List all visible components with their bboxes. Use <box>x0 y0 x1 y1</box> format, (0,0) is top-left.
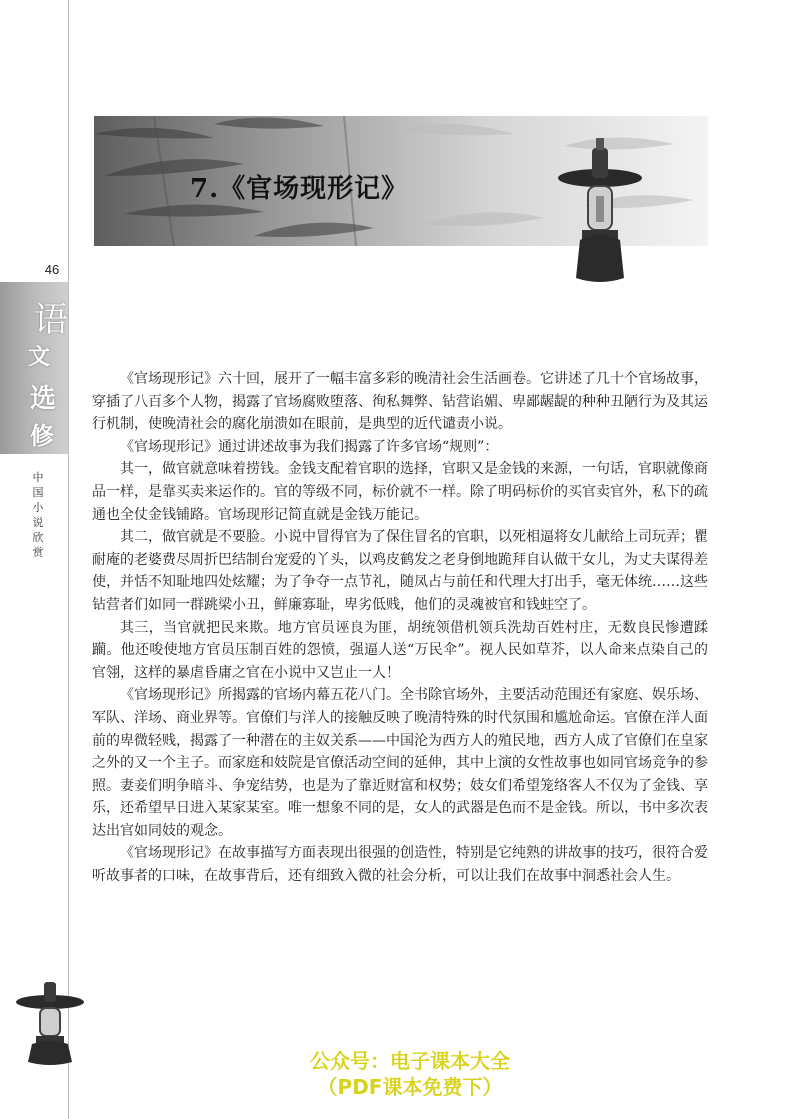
watermark <box>200 1048 620 1100</box>
paragraph-5: 其三，当官就把民来欺。地方官员诬良为匪，胡统领借机领兵洗劫百姓村庄，无数良民惨遭蹂躏。他还唆使地方官员压制百姓的怨愤，强逼人送“万民伞”。视人民如草芥，以人命来点染自己的官翎，这样的暴虐昏庸之官在小说中又岂止一人！ <box>92 619 708 681</box>
watermark-line-2: （PDF课本免费下） <box>317 1075 503 1099</box>
paragraph-4: 其二，做官就是不要脸。小说中冒得官为了保住冒名的官职，以死相逼将女儿献给上司玩弄；瞿耐庵的老婆费尽周折巴结制台宠爱的丫头，以鸡皮鹤发之老身倒地跪拜自认做干女儿，为丈夫谋得差使，并恬不知耻地四处炫耀；为了争夺一点节礼，随凤占与前任和代理大打出手，毫无体统……这些钻营者们如同一群跳梁小丑，鲜廉寡耻，卑劣低贱，他们的灵魂被官和钱蛀空了。 <box>92 529 708 613</box>
oil-lantern-icon-small <box>14 976 86 1066</box>
side-tab-char-4: 修 <box>30 421 54 450</box>
side-tab-char-1: 语 <box>34 300 68 340</box>
side-tab <box>0 282 68 454</box>
paragraph-6: 《官场现形记》所揭露的官场内幕五花八门。全书除官场外，主要活动范围还有家庭、娱乐场、军队、洋场、商业界等。官僚们与洋人的接触反映了晚清特殊的时代氛围和尴尬命运。官僚在洋人面前的卑微轻贱，揭露了一种潜在的主奴关系——中国沦为西方人的殖民地，西方人成了官僚们在皇家之外的又一个主子。而家庭和妓院是官僚活动空间的延伸，其中上演的女性故事也如同官场竞争的参照。妻妾们明争暗斗、争宠结势，也是为了靠近财富和权势；妓女们希望笼络客人不仅为了金钱、享乐，还希望早日进入某家某室。唯一想象不同的是，女人的武器是色而不是金钱。所以，书中多次表达出官如同妓的观念。 <box>92 687 708 839</box>
oil-lantern-icon <box>556 134 644 286</box>
paragraph-3: 其一，做官就意味着捞钱。金钱支配着官职的选择，官职又是金钱的来源，一句话，官职就像商品一样，是靠买卖来运作的。官的等级不同，标价就不一样。除了明码标价的买官卖官外，私下的疏通也全仗金钱铺路。官场现形记简直就是金钱万能记。 <box>92 461 708 523</box>
chapter-title: 7.《官场现形记》 <box>190 174 409 204</box>
side-tab-char-2: 文 <box>28 344 51 370</box>
paragraph-7: 《官场现形记》在故事描写方面表现出很强的创造性，特别是它纯熟的讲故事的技巧，很符合爱听故事者的口味，在故事背后，还有细致入微的社会分析，可以让我们在故事中洞悉社会人生。 <box>92 845 708 885</box>
paragraph-1: 《官场现形记》六十回，展开了一幅丰富多彩的晚清社会生活画卷。它讲述了几十个官场故事，穿插了八百多个人物，揭露了官场腐败堕落、徇私舞弊、钻营谄媚、卑鄙龌龊的种种丑陋行为及其运行机制，使晚清社会的腐化崩溃如在眼前，是典型的近代谴责小说。 <box>92 371 708 433</box>
side-subtitle: 中国小说欣赏 <box>32 471 44 559</box>
watermark-line-1: 公众号：电子课本大全 <box>310 1049 510 1073</box>
side-tab-char-3: 选 <box>30 384 57 414</box>
page-number: 46 <box>44 262 60 277</box>
margin-rule <box>68 0 69 1119</box>
paragraph-2: 《官场现形记》通过讲述故事为我们揭露了许多官场“规则”： <box>120 438 499 455</box>
body-text <box>92 368 708 888</box>
